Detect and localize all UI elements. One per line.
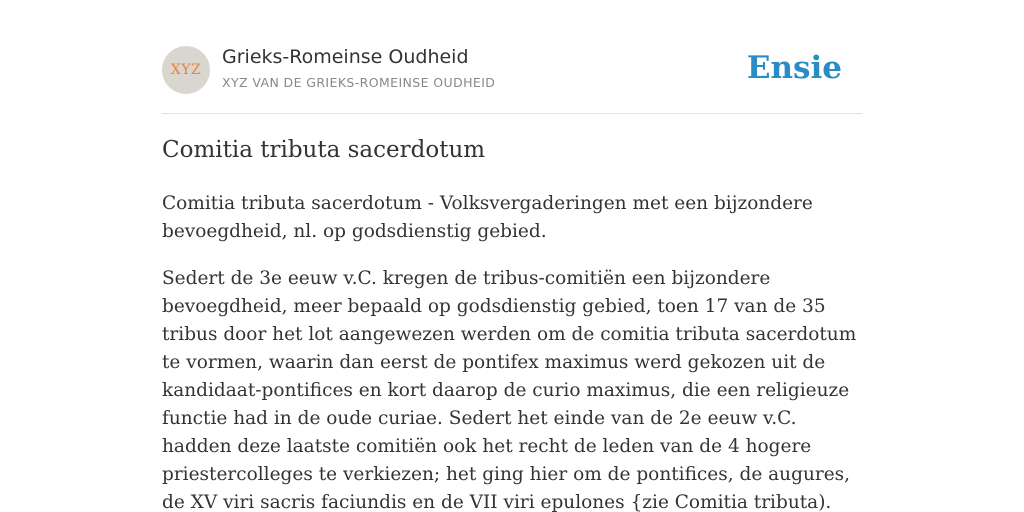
brand-logo[interactable]: Ensie xyxy=(746,50,842,86)
entry-title: Comitia tributa sacerdotum xyxy=(162,137,486,163)
site-subtitle: XYZ VAN DE GRIEKS-ROMEINSE OUDHEID xyxy=(222,75,496,90)
entry-paragraph-2: Sedert de 3e eeuw v.C. kregen de tribus-comitiën een bijzondere bevoegdheid, meer bepaald op godsdienstig gebied, toen 17 van de 35 tribus door het lot aangewezen werden om de comitia tributa sacerdotum te vormen, waarin dan eerst de pontifex maximus werd gekozen uit de kandidaat-pontifices en kort daarop de curio maximus, die een religieuze functie had in de oude curiae. Sedert het einde van de 2e eeuw v.C. hadden deze laatste comitiën ook het recht de leden van de 4 hogere priestercolleges te verkiezen; het ging hier om de pontifices, de augures, de XV viri sacris faciundis en de VII viri epulones {zie Comitia tributa). xyxy=(162,268,857,512)
entry-paragraph-1: Comitia tributa sacerdotum - Volksvergaderingen met een bijzondere bevoegdheid, nl. op godsdienstig gebied. xyxy=(162,193,813,242)
avatar-label: XYZ xyxy=(170,62,202,78)
site-header xyxy=(162,46,862,96)
header-divider xyxy=(162,113,862,114)
avatar[interactable] xyxy=(162,46,210,94)
site-title[interactable]: Grieks-Romeinse Oudheid xyxy=(222,46,469,68)
